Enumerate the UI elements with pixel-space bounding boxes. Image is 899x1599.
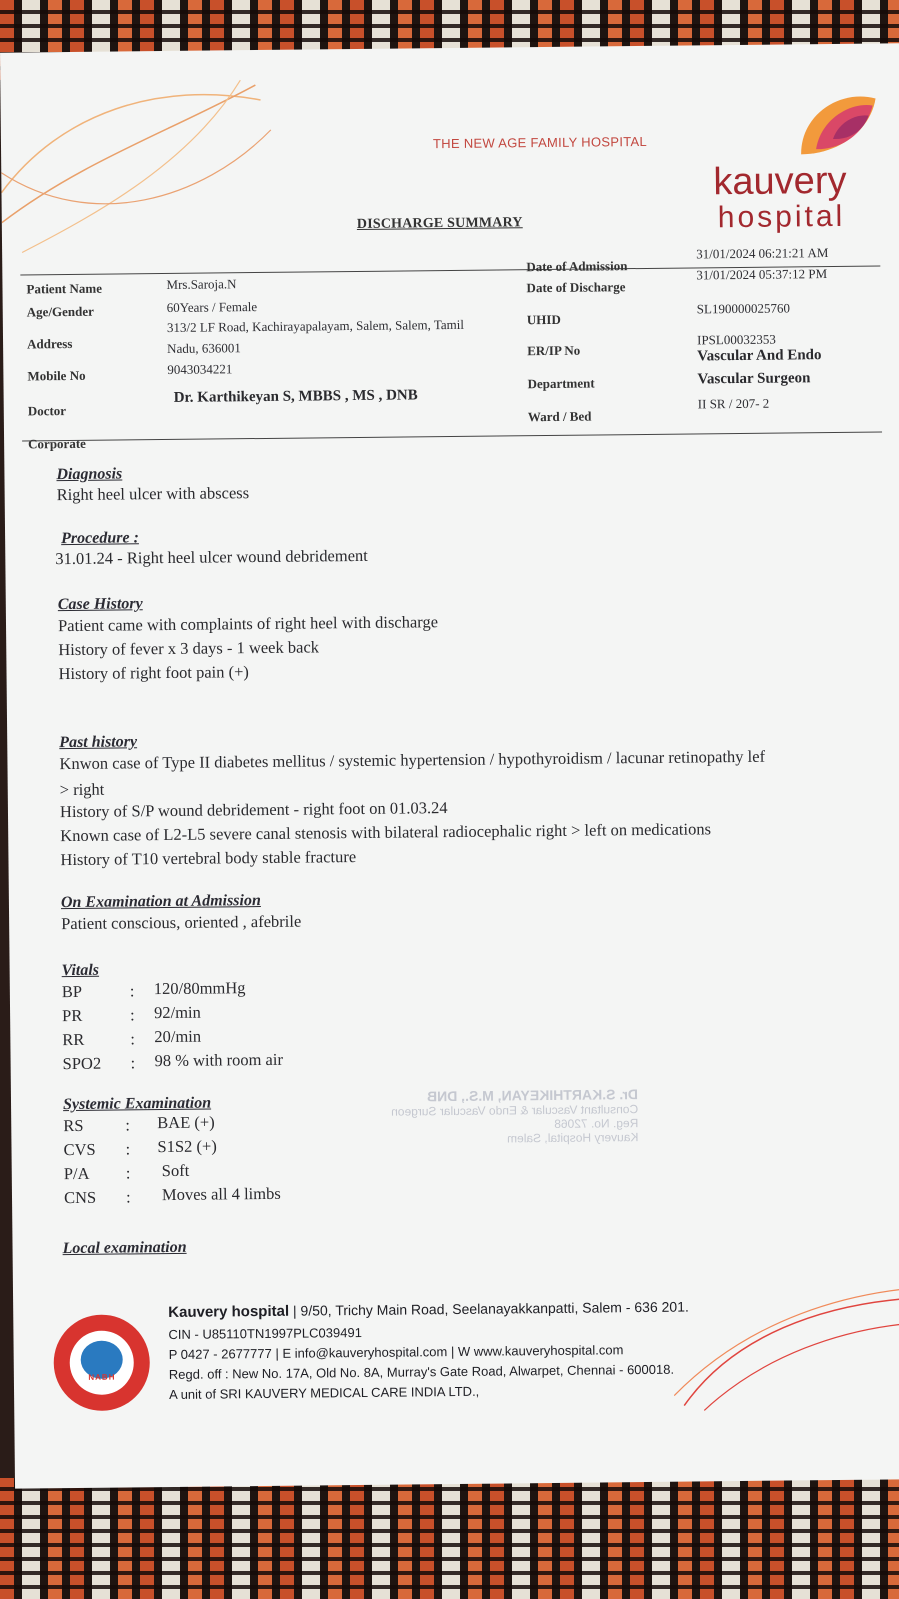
past-history-line: History of S/P wound debridement - right foot on 01.03.24 <box>59 798 448 822</box>
address-line2: Nadu, 636001 <box>167 340 241 356</box>
footer-regd-office: Regd. off : New No. 17A, Old No. 8A, Murray's Gate Road, Alwarpet, Chennai - 600018. <box>168 1361 675 1383</box>
uhid-label: UHID <box>526 311 561 328</box>
vitals-value: 92/min <box>153 1002 201 1023</box>
examination-text: Patient conscious, oriented , afebrile <box>61 911 302 934</box>
systemic-colon: : <box>125 1115 130 1135</box>
ward-value: II SR / 207- 2 <box>697 395 770 412</box>
footer-unit: A unit of SRI KAUVERY MEDICAL CARE INDIA LTD., <box>169 1383 480 1403</box>
uhid-value: SL190000025760 <box>696 300 790 317</box>
admission-date-value: 31/01/2024 06:21:21 AM <box>696 245 829 262</box>
document-title: DISCHARGE SUMMARY <box>356 215 523 232</box>
systemic-key: CNS <box>63 1187 97 1208</box>
case-history-line: History of fever x 3 days - 1 week back <box>58 637 320 660</box>
past-history-heading: Past history <box>59 733 138 752</box>
vitals-colon: : <box>130 1029 136 1049</box>
address-label: Address <box>26 335 73 352</box>
vitals-heading: Vitals <box>61 961 100 980</box>
case-history-line: History of right foot pain (+) <box>58 662 249 684</box>
systemic-value: Moves all 4 limbs <box>161 1183 281 1205</box>
case-history-heading: Case History <box>57 595 143 614</box>
footer-contact: P 0427 - 2677777 | E info@kauveryhospital.com | W www.kauveryhospital.com <box>168 1342 624 1363</box>
doctor-label: Doctor <box>27 403 67 419</box>
admission-date-label: Date of Admission <box>526 258 628 275</box>
mobile-value: 9043034221 <box>167 361 233 377</box>
swirl-decoration-icon <box>0 70 282 273</box>
systemic-value: Soft <box>161 1160 190 1181</box>
vitals-colon: : <box>130 1053 136 1073</box>
nabh-accreditation-badge-icon <box>53 1314 150 1411</box>
footer-hospital-name: Kauvery hospital <box>168 1302 290 1322</box>
stamp-line: Dr. S.KARTHIKEYAN, M.S., DNB <box>426 1086 639 1105</box>
systemic-value: BAE (+) <box>157 1112 215 1133</box>
erip-label: ER/IP No <box>527 342 581 359</box>
corporate-label: Corporate <box>28 435 86 452</box>
footer-hospital-line <box>168 1299 689 1321</box>
ward-label: Ward / Bed <box>527 408 592 425</box>
footer-cin: CIN - U85110TN1997PLC039491 <box>168 1324 362 1343</box>
case-history-line: Patient came with complaints of right heel with discharge <box>57 612 439 636</box>
doctor-stamp <box>391 1086 639 1147</box>
hospital-tagline: THE NEW AGE FAMILY HOSPITAL <box>432 133 648 152</box>
vitals-key: RR <box>62 1029 85 1050</box>
procedure-text: 31.01.24 - Right heel ulcer wound debridement <box>55 545 368 569</box>
stamp-line: Consultant Vascular & Endo Vascular Surgeon <box>391 1102 639 1119</box>
background-fabric-bottom <box>0 1478 899 1599</box>
footer-address: | 9/50, Trichy Main Road, Seelanayakkanpatti, Salem - 636 201. <box>289 1298 689 1319</box>
past-history-line: Knwon case of Type II diabetes mellitus / systemic hypertension / hypothyroidism / lacunar retinopathy lef <box>59 746 766 774</box>
stamp-line: Kauvery Hospital, Salem <box>506 1130 639 1146</box>
systemic-key: RS <box>63 1115 84 1136</box>
age-gender-value: 60Years / Female <box>166 299 258 315</box>
stamp-line: Reg. No. 72068 <box>554 1116 639 1131</box>
kauvery-logo-icon <box>780 83 881 164</box>
erip-value: IPSL00032353 <box>696 331 776 348</box>
age-gender-label: Age/Gender <box>26 303 94 320</box>
footer-swirl-decoration-icon <box>673 1283 899 1415</box>
local-exam-heading: Local examination <box>62 1238 187 1258</box>
header-divider-bottom <box>22 431 882 441</box>
department-value-line2: Vascular Surgeon <box>697 370 811 388</box>
systemic-heading: Systemic Examination <box>62 1094 212 1114</box>
vitals-key: SPO2 <box>62 1053 102 1074</box>
systemic-key: CVS <box>63 1139 96 1160</box>
vitals-colon: : <box>130 1005 135 1025</box>
past-history-line: Known case of L2-L5 severe canal stenosis with bilateral radiocephalic right > left on medications <box>60 819 712 846</box>
patient-name-value: Mrs.Saroja.N <box>166 276 237 292</box>
vitals-value: 98 % with room air <box>154 1049 283 1071</box>
past-history-line: History of T10 vertebral body stable fracture <box>60 847 357 870</box>
past-history-line: > right <box>59 779 105 800</box>
diagnosis-text: Right heel ulcer with abscess <box>56 483 250 505</box>
diagnosis-heading: Diagnosis <box>56 465 123 484</box>
systemic-colon: : <box>125 1187 131 1207</box>
vitals-key: PR <box>62 1005 83 1026</box>
discharge-date-label: Date of Discharge <box>526 279 626 296</box>
nabh-label: NABH <box>88 1372 116 1382</box>
systemic-value: S1S2 (+) <box>157 1136 217 1157</box>
vitals-value: 120/80mmHg <box>153 978 246 999</box>
procedure-heading: Procedure : <box>61 529 139 548</box>
vitals-value: 20/min <box>154 1026 202 1047</box>
examination-heading: On Examination at Admission <box>60 892 261 912</box>
mobile-label: Mobile No <box>27 367 86 384</box>
department-value-line1: Vascular And Endo <box>697 347 822 365</box>
address-line1: 313/2 LF Road, Kachirayapalayam, Salem, Salem, Tamil <box>166 316 465 335</box>
systemic-colon: : <box>125 1139 131 1159</box>
vitals-colon: : <box>129 981 135 1001</box>
vitals-key: BP <box>61 981 83 1002</box>
patient-name-label: Patient Name <box>26 280 103 297</box>
logo-text-hospital: hospital <box>717 199 846 235</box>
logo-text-kauvery: kauvery <box>713 159 847 204</box>
discharge-summary-page <box>0 43 899 1488</box>
department-label: Department <box>527 375 595 392</box>
discharge-date-value: 31/01/2024 05:37:12 PM <box>696 266 828 283</box>
doctor-value: Dr. Karthikeyan S, MBBS , MS , DNB <box>173 387 418 406</box>
systemic-key: P/A <box>63 1163 90 1184</box>
systemic-colon: : <box>125 1163 131 1183</box>
